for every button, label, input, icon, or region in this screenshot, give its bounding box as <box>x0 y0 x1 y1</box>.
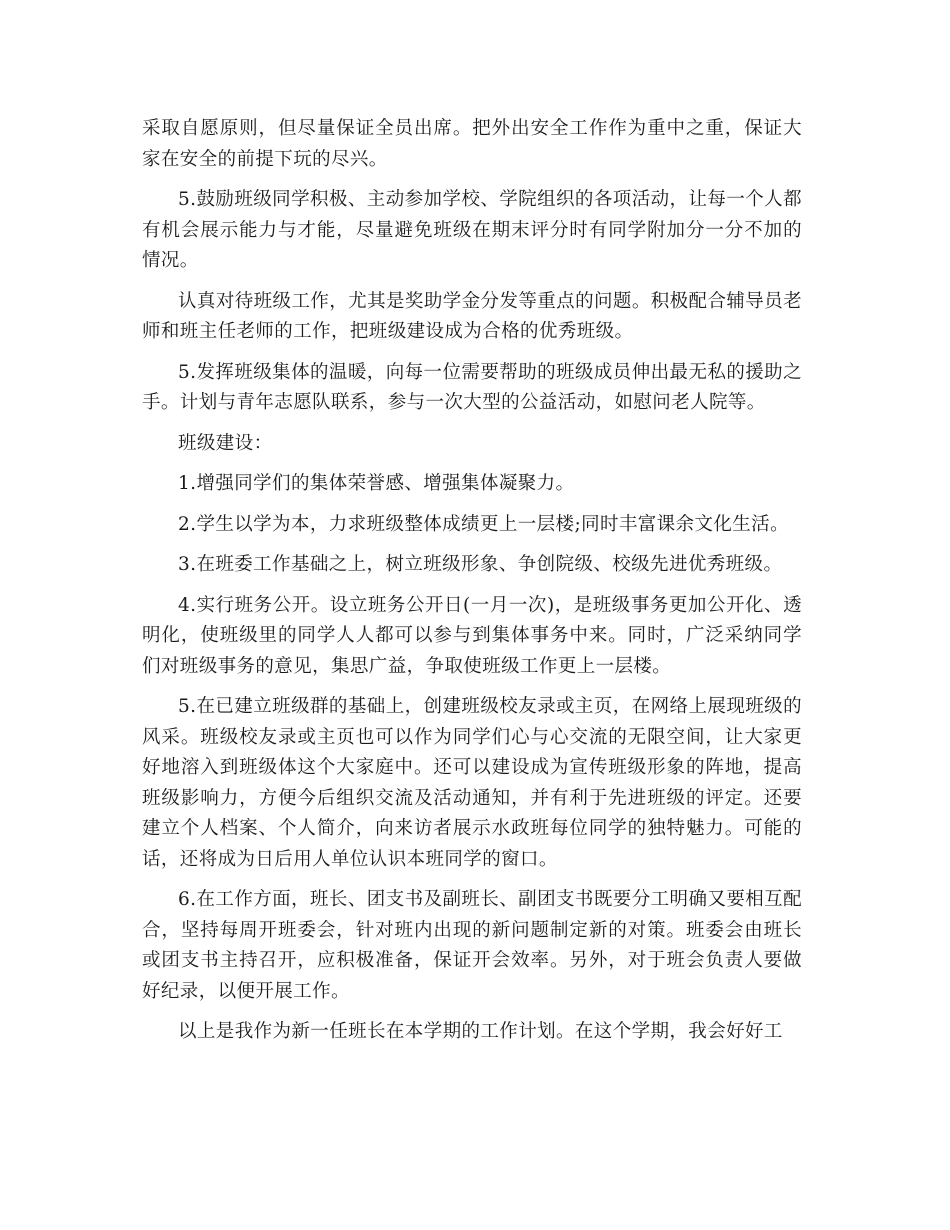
list-item-1: 1.增强同学们的集体荣誉感、增强集体凝聚力。 <box>178 473 575 494</box>
document-body <box>142 114 802 1058</box>
list-item-5: 5.在已建立班级群的基础上，创建班级校友录或主页，在网络上展现班级的风采。班级校友录或主页也可以作为同学们心与心交流的无限空间，让大家更好地溶入到班级体这个大家庭中。还可以建设成为宣传班级形象的阵地，提高班级影响力，方便今后组织交流及活动通知，并有利于先进班级的评定。还要建立个人档案、个人简介，向来访者展示水政班每位同学的独特魅力。可能的话，还将成为日后用人单位认识本班同学的窗口。 <box>142 696 802 870</box>
paragraph-continuation: 采取自愿原则，但尽量保证全员出席。把外出安全工作作为重中之重，保证大家在安全的前提下玩的尽兴。 <box>142 118 802 170</box>
paragraph-activities: 5.鼓励班级同学积极、主动参加学校、学院组织的各项活动，让每一个人都有机会展示能力与才能，尽量避免班级在期末评分时有同学附加分一分不加的情况。 <box>142 189 802 271</box>
list-item-6: 6.在工作方面，班长、团支书及副班长、副团支书既要分工明确又要相互配合，坚持每周开班委会，针对班内出现的新问题制定新的对策。班委会由班长或团支书主持召开，应积极准备，保证开会效率。另外，对于班会负责人要做好纪录，以便开展工作。 <box>142 889 802 1002</box>
section-heading-class-building: 班级建设： <box>178 432 273 454</box>
paragraph-conclusion: 以上是我作为新一任班长在本学期的工作计划。在这个学期，我会好好工 <box>178 1021 783 1042</box>
paragraph-collective-warmth: 5.发挥班级集体的温暖，向每一位需要帮助的班级成员伸出最无私的援助之手。计划与青年志愿队联系，参与一次大型的公益活动，如慰问老人院等。 <box>142 361 802 413</box>
list-item-4: 4.实行班务公开。设立班务公开日(一月一次)，是班级事务更加公开化、透明化，使班级里的同学人人都可以参与到集体事务中来。同时，广泛采纳同学们对班级事务的意见，集思广益，争取使班级工作更上一层楼。 <box>142 594 802 677</box>
list-item-3: 3.在班委工作基础之上，树立班级形象、争创院级、校级先进优秀班级。 <box>178 554 783 575</box>
paragraph-class-work: 认真对待班级工作，尤其是奖助学金分发等重点的问题。积极配合辅导员老师和班主任老师的工作，把班级建设成为合格的优秀班级。 <box>142 290 802 342</box>
list-item-2: 2.学生以学为本，力求班级整体成绩更上一层楼;同时丰富课余文化生活。 <box>178 513 789 535</box>
